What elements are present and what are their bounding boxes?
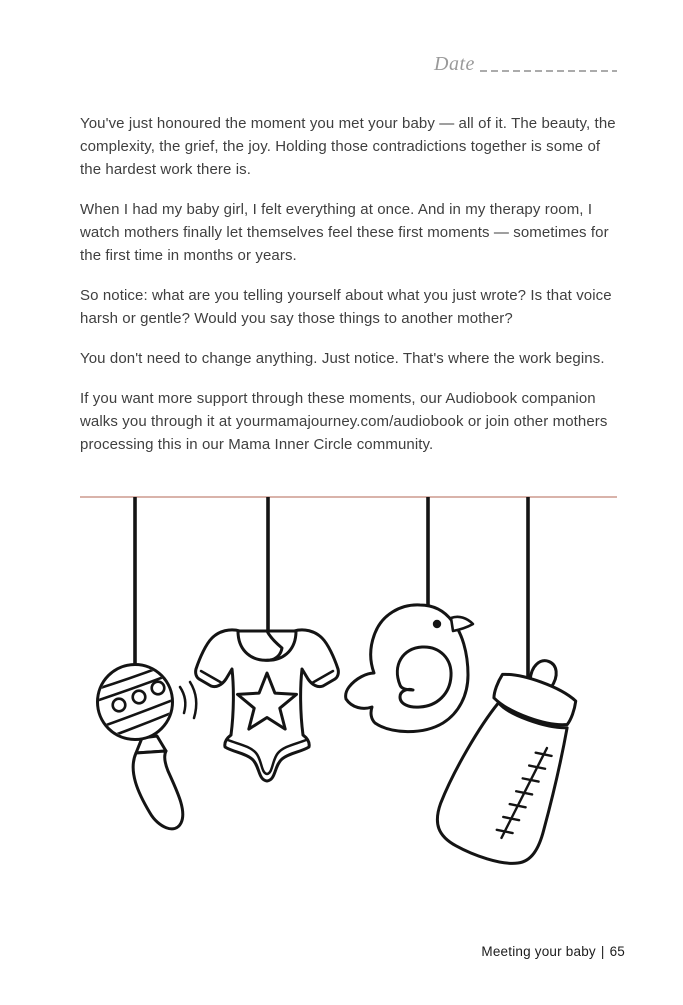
beak xyxy=(451,617,473,631)
paragraph-4: You don't need to change anything. Just notice. That's where the work begins. xyxy=(80,350,605,367)
date-label: Date xyxy=(434,53,475,75)
footer-page-number: 65 xyxy=(609,944,625,959)
motion-lines xyxy=(180,682,196,718)
body-text xyxy=(80,112,617,456)
wing xyxy=(397,647,451,707)
footer-chapter: Meeting your baby xyxy=(481,944,596,959)
footer-separator: | xyxy=(600,944,605,959)
baby-mobile-illustration xyxy=(0,497,683,875)
paragraph-5: If you want more support through these moments, our Audiobook companion walks you through it at yourmamajourney.com/audiobook or join other mothers processing this in our Mama Inner Circle community. xyxy=(80,390,608,453)
date-row xyxy=(434,54,617,74)
paragraph-2: When I had my baby girl, I felt everything at once. And in my therapy room, I watch mothers finally let themselves feel these first moments — sometimes for the first time in months or years. xyxy=(80,201,609,264)
paragraph-1: You've just honoured the moment you met your baby — all of it. The beauty, the complexity, the grief, the joy. Holding those contradictions together is some of the hardest work there is. xyxy=(80,115,616,178)
page-footer xyxy=(481,944,625,959)
paragraph-3: So notice: what are you telling yourself about what you just wrote? Is that voice harsh or gentle? Would you say those things to another mother? xyxy=(80,287,612,327)
bird-icon xyxy=(346,605,473,732)
eye xyxy=(433,620,441,628)
rattle-icon xyxy=(94,662,196,829)
onesie-icon xyxy=(196,630,339,781)
date-dashed-line xyxy=(480,70,617,72)
